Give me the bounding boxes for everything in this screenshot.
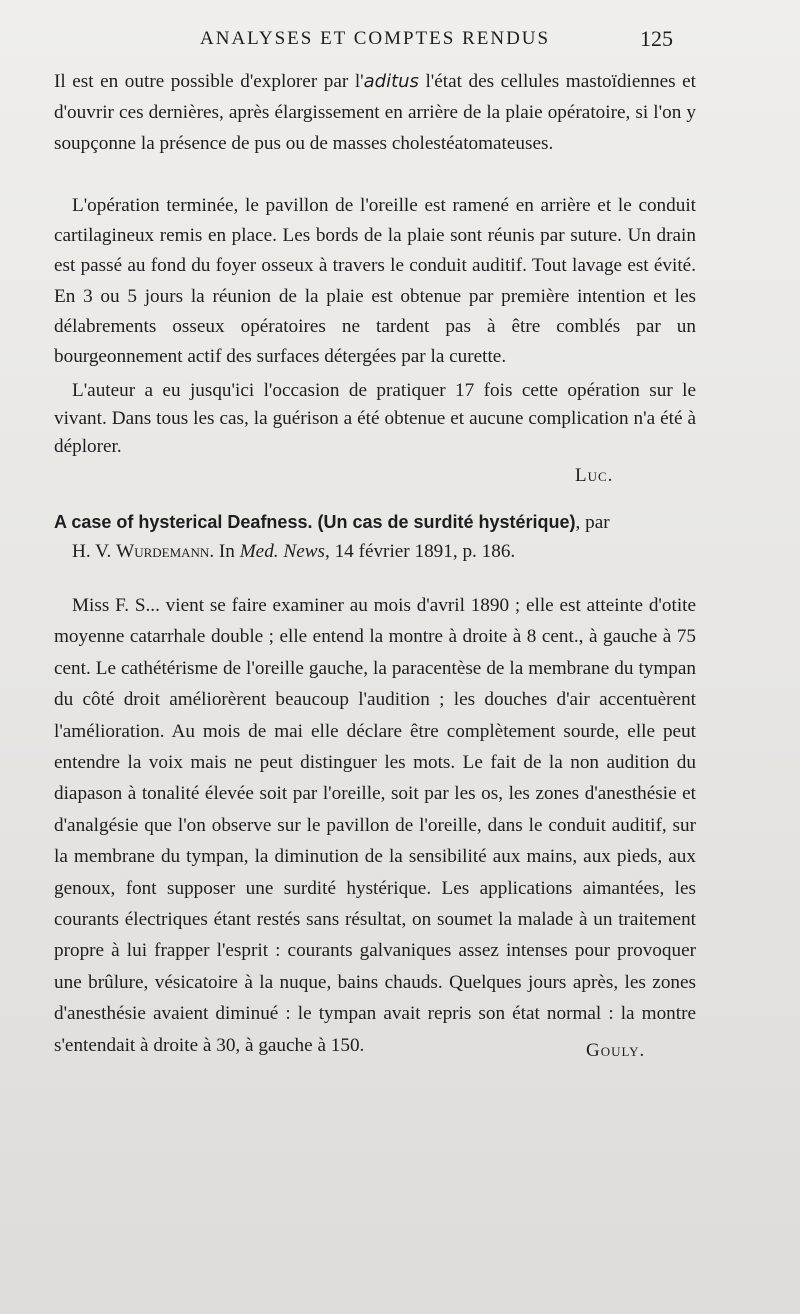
article-title: A case of hysterical Deafness. (Un cas de surdité hystérique): [54, 512, 576, 532]
author-initials: H. V.: [72, 541, 117, 562]
citation-in: . In: [209, 541, 240, 562]
paragraph-case-report: [54, 590, 696, 1061]
paragraph-text: [54, 67, 696, 159]
paragraph-aditus: [54, 67, 696, 159]
citation-date: , 14 février 1891, p. 186.: [324, 541, 516, 562]
page-header: [0, 28, 800, 58]
article-citation: [54, 508, 696, 566]
citation-par: , par: [575, 512, 610, 533]
citation-author-line: [54, 541, 515, 562]
paragraph-text-part: l'état des cellules mastoïdiennes et d'ouvrir ces dernières, après élargissement en arrière de la plaie opératoire, si l'on y soupçonne la présence de pus ou de masses cholestéatomateuses.: [54, 71, 696, 154]
aditus-term: aditus: [363, 71, 419, 92]
paragraph-text: Miss F. S... vient se faire examiner au mois d'avril 1890 ; elle est atteinte d'otite moyenne catarrhale double ; elle entend la montre à droite à 8 cent., à gauche à 75 cent. Le cathétérisme de l'oreille gauche, la paracentèse de la membrane du tympan du côté droit améliorèrent beaucoup l'audition ; les douches d'air accentuèrent l'amélioration. Au mois de mai elle déclare être complètement sourde, elle peut entendre la voix mais ne peut distinguer les mots. Le fait de la non audition du diapason à tonalité élevée soit par l'oreille, soit par les os, les zones d'anesthésie et d'analgésie que l'on observe sur le pavillon de l'oreille, dans le conduit auditif, sur la membrane du tympan, la diminution de la sensibilité aux mains, aux pieds, aux genoux, font supposer une surdité hystérique. Les applications aimantées, les courants électriques étant restés sans résultat, on soumet la malade à un traitement propre à lui frapper l'esprit : courants galvaniques assez intenses pour provoquer une brûlure, vésicatoire à la nuque, bains chauds. Quelques jours après, les zones d'anesthésie avaient diminué : le tympan avait repris son état normal : la montre s'entendait à droite à 30, à gauche à 150.: [54, 595, 696, 1056]
journal-name: Med. News: [239, 541, 325, 562]
paragraph-text: L'auteur a eu jusqu'ici l'occasion de pratiquer 17 fois cette opération sur le vivant. Dans tous les cas, la guérison a été obtenue et aucune complication n'a été à déplorer.: [54, 380, 696, 457]
author-name: Wurdemann: [116, 541, 210, 562]
signature-gouly: Gouly.: [586, 1040, 646, 1061]
paragraph-text-part: Il est en outre possible d'explorer par l': [54, 71, 364, 92]
paragraph-text: L'opération terminée, le pavillon de l'oreille est ramené en arrière et le conduit cartilagineux remis en place. Les bords de la plaie sont réunis par suture. Un drain est passé au fond du foyer osseux à travers le conduit auditif. Tout lavage est évité. En 3 ou 5 jours la réunion de la plaie est obtenue par première intention et les délabrements osseux opératoires ne tardent pas à être comblés par un bourgeonnement actif des surfaces détergées par la curette.: [54, 195, 696, 368]
paragraph-author-results: [54, 377, 696, 461]
signature-luc: Luc.: [575, 465, 614, 486]
page-number: 125: [640, 26, 673, 51]
running-head: ANALYSES ET COMPTES RENDUS: [200, 28, 551, 49]
paragraph-operation: [54, 191, 696, 372]
